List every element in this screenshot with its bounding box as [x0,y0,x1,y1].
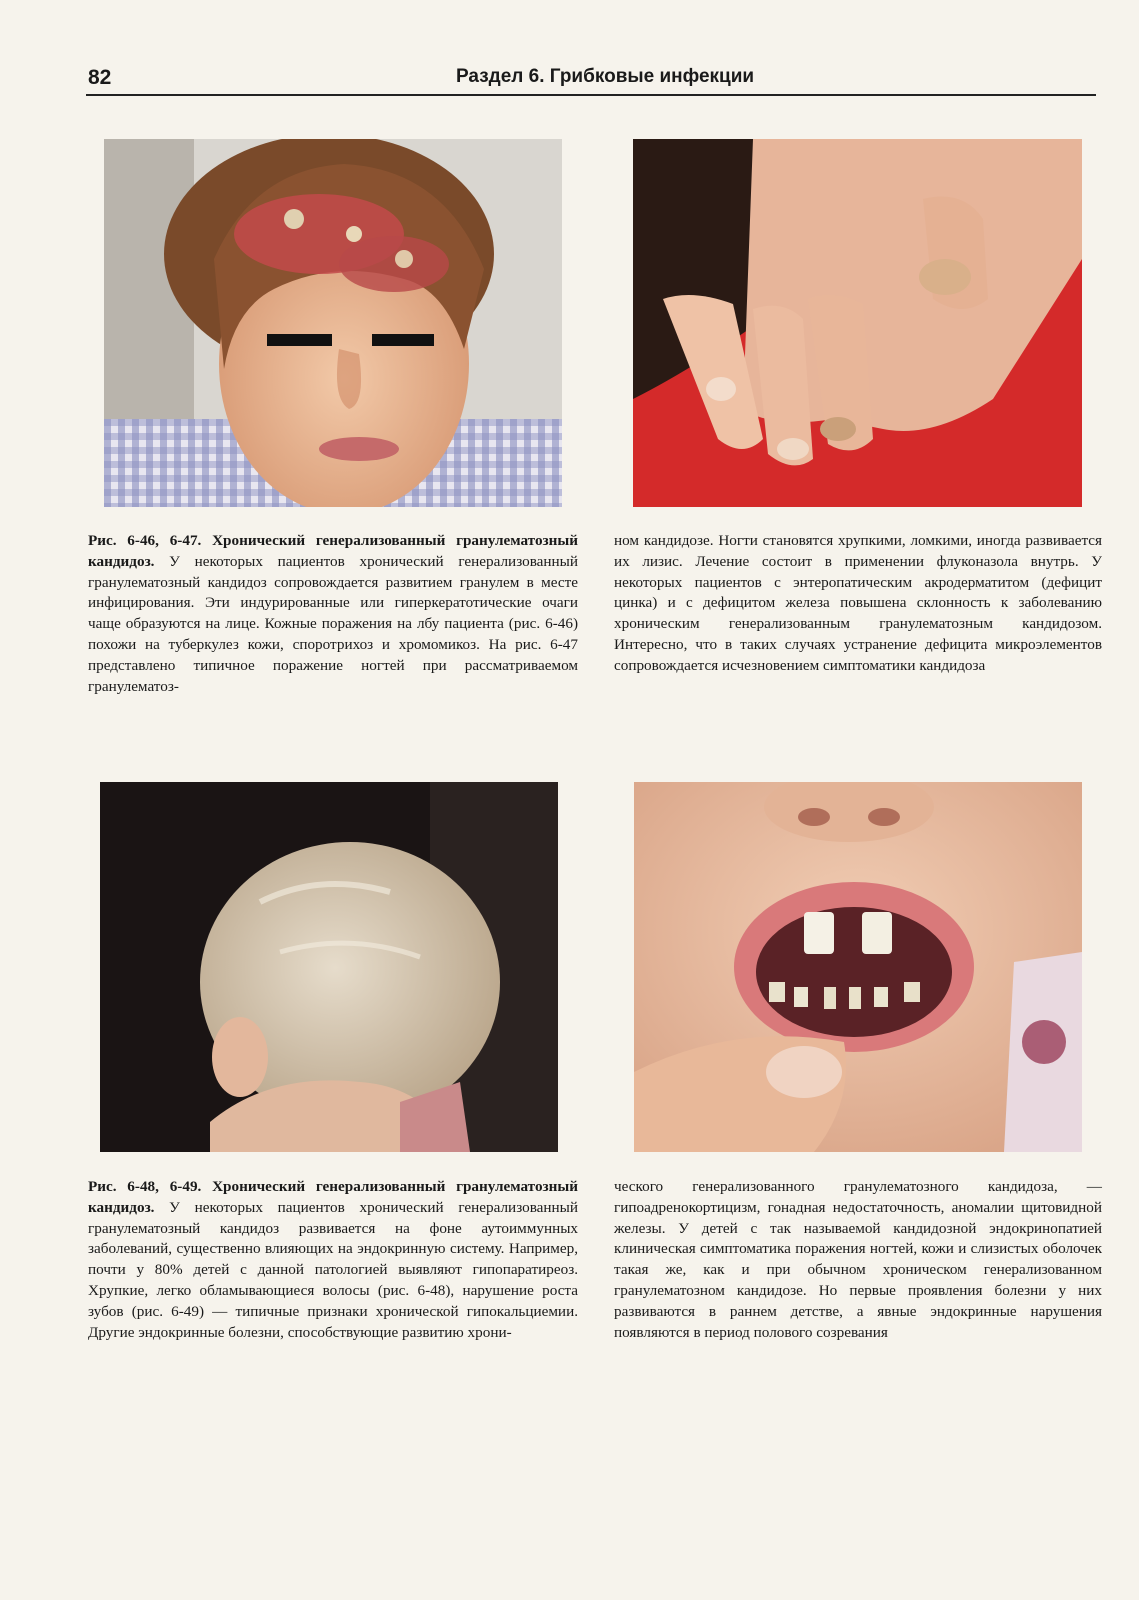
caption-6-48-49-text-left: У некоторых пациентов хронический генерализованный гранулематозный кандидоз развивается на фоне аутоиммунных заболеваний, существенно влияющих на эндокринную систему. Например, почти у 80% детей с данной патологией выявляют гипопаратиреоз. Хрупкие, легко обламывающиеся волосы (рис. 6-48), нарушение роста зубов (рис. 6-49) — типичные признаки хронической гипокальциемии. Другие эндокринные болезни, способствующие развитию хрони- [88,1198,578,1341]
header-rule [86,94,1096,96]
running-title: Раздел 6. Грибковые инфекции [456,66,755,87]
figure-6-47-photo [633,139,1082,507]
figure-6-49-photo [634,782,1082,1152]
caption-6-48-49-right: ческого генерализованного гранулематозного кандидоза, — гипоадренокортицизм, гонадная недостаточность, аномалии щитовидной железы. У детей с так называемой кандидозной эндокринопатией клиническая симптоматика поражения ногтей, кожи и слизистых оболочек такая же, как и при обычном хроническом генерализованном гранулематозном кандидозе. Но первые проявления болезни у них развиваются в раннем детстве, а явные эндокринные нарушения появляются в период полового созревания [614,1178,1102,1341]
figure-6-46-photo [104,139,562,507]
caption-6-46-47-right: ном кандидозе. Ногти становятся хрупкими, ломкими, иногда развивается их лизис. Лечение состоит в применении флуконазола внутрь. У некоторых пациентов с энтеропатическим акродерматитом (дефицит цинка) и с дефицитом железа повышена склонность к заболеванию хроническим генерализованным гранулематозным кандидозом. Интересно, что в таких случаях устранение дефицита микроэлементов сопровождается исчезновением симптоматики кандидоза [614,532,1102,674]
caption-6-46-47-title: Рис. 6-46, 6-47. Хронический генерализованный гранулематозный кандидоз. [88,532,578,570]
figure-6-48-photo [100,782,558,1152]
caption-6-46-47-text-left: У некоторых пациентов хронический генерализованный гранулематозный кандидоз сопровождается развитием гранулем в месте инфицирования. Эти индурированные или гиперкератотические очаги чаще образуются на лице. Кожные поражения на лбу пациента (рис. 6-46) похожи на туберкулез кожи, споротрихоз и хромомикоз. На рис. 6-47 представлено типичное поражение ногтей при рассматриваемом гранулематоз- [88,552,578,695]
caption-6-48-49-left [88,1177,578,1343]
caption-6-46-47-left [88,531,578,697]
caption-6-48-49-title: Рис. 6-48, 6-49. Хронический генерализованный гранулематозный кандидоз. [88,1178,578,1216]
page-number: 82 [88,66,112,89]
